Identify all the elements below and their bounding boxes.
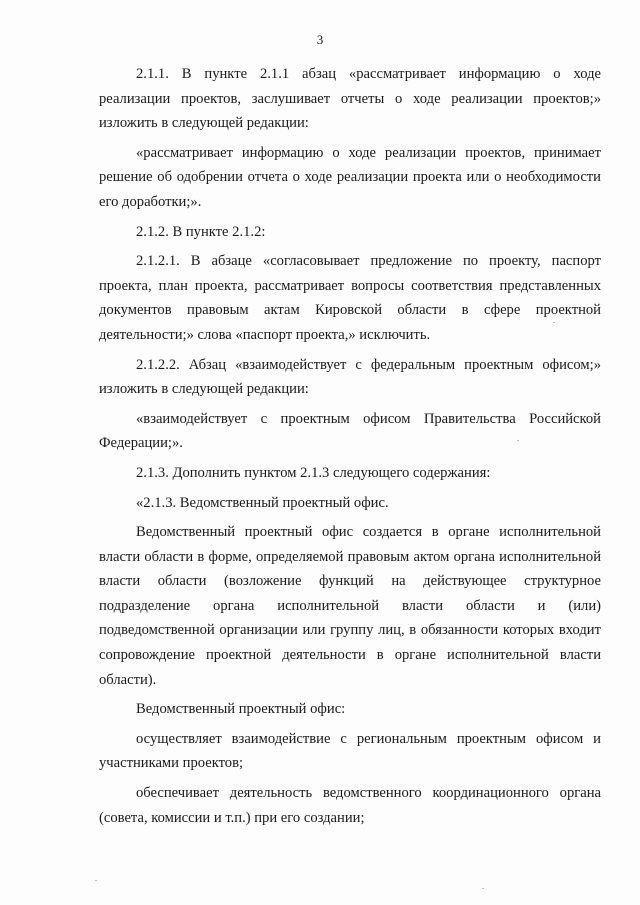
- paragraph-2-1-1-new-wording: «рассматривает информацию о ходе реализации проектов, принимает решение об одобрении отчета о ходе реализации проекта или о необходимости его доработки;».: [99, 144, 601, 210]
- paragraph-office-creation: Ведомственный проектный офис создается в органе исполнительной власти области в форме, определяемой правовым актом органа исполнительной власти области (возложение функций на действующее структурное подразделение органа исполнительной власти области и (или) подведомственной организации или группу лиц, в обязанности которых входит сопровождение проектной деятельности в органе исполнительной власти области).: [99, 524, 601, 688]
- paragraph-office-function-support: обеспечивает деятельность ведомственного координационного органа (совета, комиссии и т.п.) при его создании;: [99, 785, 601, 826]
- scan-speck: [95, 880, 97, 881]
- scan-speck: [482, 888, 484, 889]
- paragraph-2-1-3: 2.1.3. Дополнить пунктом 2.1.3 следующего содержания:: [136, 464, 491, 481]
- paragraph-2-1-1: 2.1.1. В пункте 2.1.1 абзац «рассматривает информацию о ходе реализации проектов, заслушивает отчеты о ходе реализации проектов;» изложить в следующей редакции:: [99, 66, 601, 132]
- paragraph-2-1-2-1: 2.1.2.1. В абзаце «согласовывает предложение по проекту, паспорт проекта, план проекта, рассматривает вопросы соответствия представленных документов правовым актам Кировской области в сфере проектной деятельности;» слова «паспорт проекта,» исключить.: [99, 253, 601, 343]
- scan-speck: [517, 440, 519, 441]
- paragraph-2-1-2-2-new-wording: «взаимодействует с проектным офисом Правительства Российской Федерации;».: [99, 410, 601, 452]
- paragraph-2-1-2-2: 2.1.2.2. Абзац «взаимодействует с федеральным проектным офисом;» изложить в следующей редакции:: [99, 356, 601, 398]
- scan-speck: [553, 322, 555, 323]
- paragraph-2-1-3-heading: «2.1.3. Ведомственный проектный офис.: [136, 494, 389, 511]
- paragraph-office-functions-intro: Ведомственный проектный офис:: [136, 701, 346, 718]
- document-body: [99, 62, 601, 835]
- paragraph-2-1-2: 2.1.2. В пункте 2.1.2:: [136, 223, 266, 240]
- page-number: 3: [316, 32, 324, 47]
- paragraph-office-function-interaction: осуществляет взаимодействие с региональным проектным офисом и участниками проектов;: [99, 730, 601, 772]
